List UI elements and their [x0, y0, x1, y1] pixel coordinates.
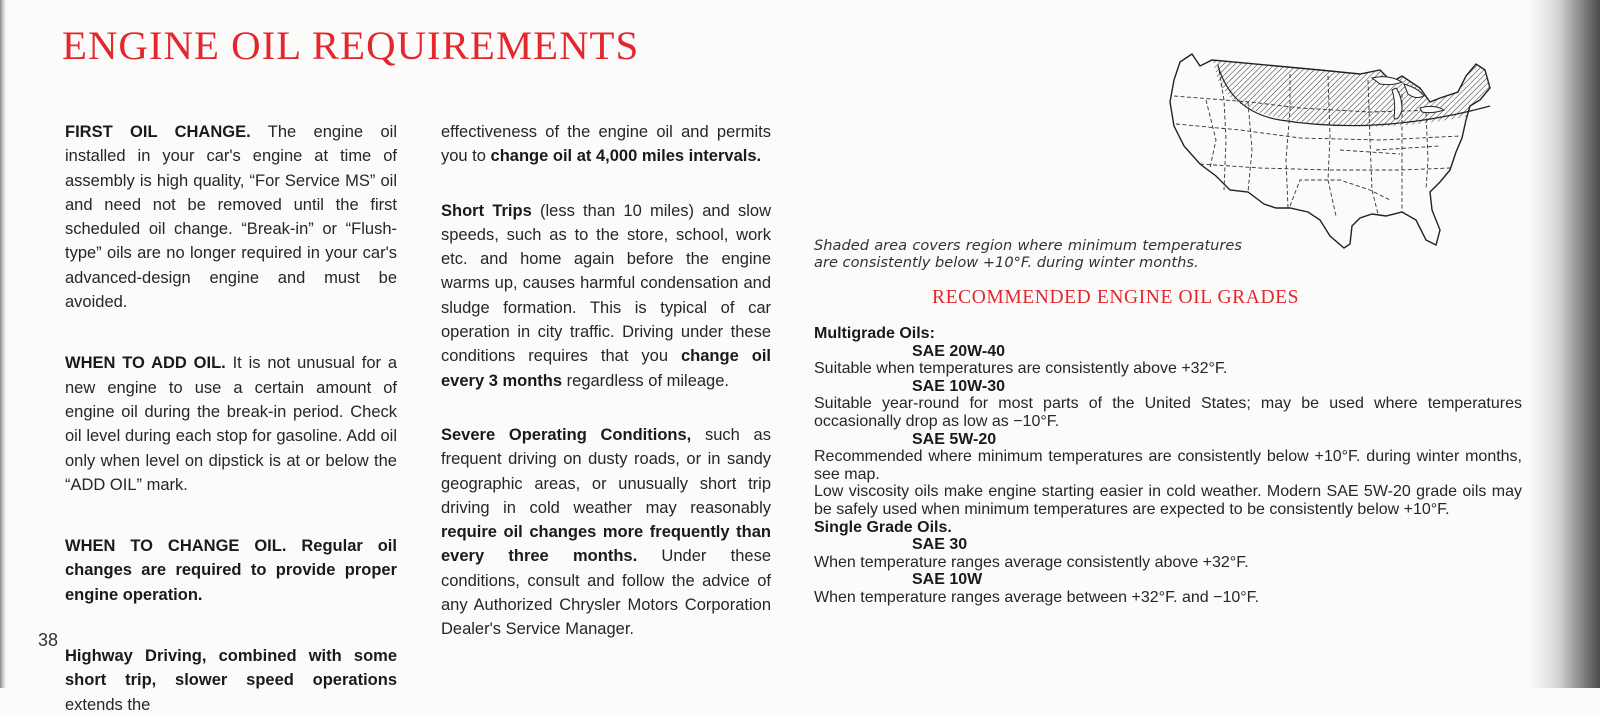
highway-driving-heading: Highway Driving, combined with some short trip, slower speed operations: [65, 647, 397, 690]
page-number: 38: [38, 630, 59, 650]
short-trips-text: (less than 10 miles) and slow speeds, such as to the store, school, work etc. and home again before the engine warms up, causes harmful condensation and sludge formation. This is typical of car operation in city traffic. Driving under these conditions requires that you: [441, 201, 771, 366]
highway-continued-text: effectiveness of the engine oil and permits you to: [441, 123, 771, 166]
short-trips-heading: Short Trips: [441, 201, 532, 220]
severe-conditions-text: such as frequent driving on dusty roads, or in sandy geographic areas, or unusually short trip driving in cold weather may reasonably: [441, 425, 771, 517]
first-oil-change-paragraph: [65, 120, 397, 314]
severe-conditions-heading: Severe Operating Conditions,: [441, 425, 692, 444]
grade-description: Suitable when temperatures are consistently above +32°F.: [814, 360, 1228, 378]
severe-conditions-bold: require oil changes more frequently than every three months.: [441, 523, 771, 566]
map-caption: Shaded area covers region where minimum temperatures are consistently below +10°F. during winter months.: [814, 236, 1242, 272]
short-trips-paragraph: [441, 199, 771, 393]
middle-column: [441, 120, 771, 642]
severe-conditions-paragraph: [441, 423, 771, 642]
shaded-cold-region: [1210, 50, 1510, 127]
grade-name: SAE 5W-20: [912, 430, 997, 448]
grade-description: Suitable year-round for most parts of the United States; may be used where temperatures occasionally drop as low as −10°F.: [814, 395, 1522, 430]
severe-conditions-text-after: Under these conditions, consult and follow the advice of any Authorized Chrysler Motors Corporation Dealer's Service Manager.: [441, 547, 771, 639]
page-title: ENGINE OIL REQUIREMENTS: [62, 23, 640, 68]
short-trips-bold: change oil every 3 months: [441, 347, 771, 390]
grade-name: SAE 10W: [912, 571, 983, 589]
when-to-add-oil-text: It is not unusual for a new engine to use a certain amount of engine oil during the break-in period. Check oil level during each stop for gasoline. Add oil only when level on dipstick is at or below the “ADD OIL” mark.: [65, 354, 397, 494]
grade-description: When temperature ranges average consistently above +32°F.: [814, 553, 1249, 571]
when-to-change-oil-heading: WHEN TO CHANGE OIL.: [65, 537, 287, 556]
when-to-change-oil-text: Regular oil changes are required to provide proper engine operation.: [65, 537, 397, 604]
grade-name: SAE 20W-40: [912, 342, 1006, 360]
when-to-add-oil-heading: WHEN TO ADD OIL.: [65, 354, 226, 373]
when-to-change-oil-paragraph: [65, 534, 397, 607]
page-gutter-shadow: [1530, 0, 1600, 688]
first-oil-change-text: The engine oil installed in your car's engine at time of assembly is high quality, “For Service MS” oil and need not be removed until the first scheduled oil change. “Break-in” or “Flush-type” oils are no longer required in your car's advanced-design engine and must be avoided.: [65, 123, 397, 312]
recommended-grades-title: RECOMMENDED ENGINE OIL GRADES: [932, 287, 1300, 308]
left-column: [65, 120, 397, 717]
grade-name: SAE 30: [912, 536, 968, 554]
first-oil-change-heading: FIRST OIL CHANGE.: [65, 123, 251, 141]
highway-continued-bold: change oil at 4,000 miles intervals.: [490, 147, 762, 166]
multigrade-oils-heading: Multigrade Oils:: [814, 325, 935, 342]
short-trips-text-after: regardless of mileage.: [562, 371, 729, 390]
us-temperature-map: [1140, 40, 1510, 265]
recommended-grades-section: [814, 325, 1522, 607]
single-grade-oils-heading: Single Grade Oils.: [814, 518, 952, 536]
highway-driving-paragraph: [65, 644, 397, 717]
highway-continued-paragraph: [441, 120, 771, 169]
grade-description: When temperature ranges average between +32°F. and −10°F.: [814, 588, 1260, 606]
grade-name: SAE 10W-30: [912, 377, 1006, 395]
highway-driving-text: extends the: [65, 695, 151, 714]
when-to-add-oil-paragraph: [65, 351, 397, 497]
page-binding-edge: [0, 0, 6, 688]
grade-description: Recommended where minimum temperatures are consistently below +10°F. during winter months, see map.: [814, 448, 1522, 483]
low-viscosity-note: Low viscosity oils make engine starting easier in cold weather. Modern SAE 5W-20 grade oils may be safely used when minimum temperatures are expected to be consistently below +10°F.: [814, 483, 1522, 518]
